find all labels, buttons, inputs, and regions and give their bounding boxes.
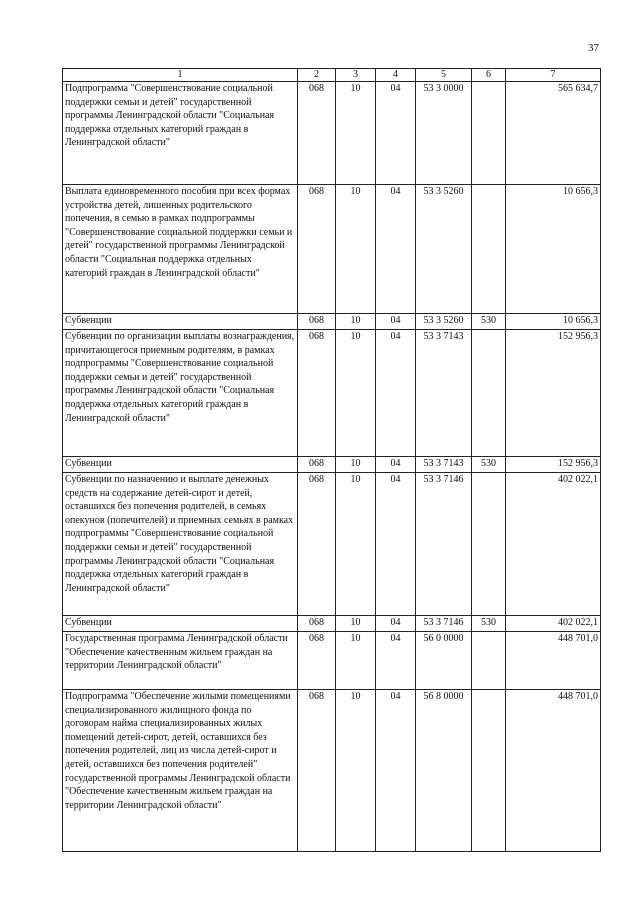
column-header: 7 [506,69,601,82]
section-code: 10 [336,616,376,632]
subsection-code: 04 [376,457,416,473]
expense-type-code [472,690,506,852]
subsection-code: 04 [376,690,416,852]
subsection-code: 04 [376,616,416,632]
subsection-code: 04 [376,82,416,185]
target-article-code: 53 3 7143 [416,330,472,457]
amount: 448 701,0 [506,690,601,852]
row-name: Подпрограмма "Совершенствование социальной поддержки семьи и детей" государственной программы Ленинградской области "Социальная поддержка отдельных категорий граждан в Ленинградской области" [63,82,298,185]
subsection-code: 04 [376,330,416,457]
subsection-code: 04 [376,632,416,690]
target-article-code: 56 8 0000 [416,690,472,852]
section-code: 10 [336,314,376,330]
column-header: 1 [63,69,298,82]
target-article-code: 53 3 5260 [416,314,472,330]
table-row [63,632,601,690]
row-name: Государственная программа Ленинградской области "Обеспечение качественным жильем граждан на территории Ленинградской области" [63,632,298,690]
target-article-code: 53 3 0000 [416,82,472,185]
table-row [63,473,601,616]
expense-type-code [472,632,506,690]
expense-type-code [472,82,506,185]
section-code: 10 [336,185,376,314]
target-article-code: 53 3 5260 [416,185,472,314]
budget-table [62,68,601,852]
ministry-code: 068 [298,632,336,690]
table-row [63,616,601,632]
ministry-code: 068 [298,473,336,616]
amount: 565 634,7 [506,82,601,185]
column-header: 3 [336,69,376,82]
column-header: 2 [298,69,336,82]
amount: 152 956,3 [506,330,601,457]
target-article-code: 56 0 0000 [416,632,472,690]
page-number: 37 [588,42,599,54]
ministry-code: 068 [298,616,336,632]
column-header: 6 [472,69,506,82]
row-name: Субвенции по назначению и выплате денежных средств на содержание детей-сирот и детей, оставшихся без попечения родителей, в семьях опекунов (попечителей) и приемных семьях в рамках подпрограммы "Совершенствование социальной поддержки семьи и детей" государственной программы Ленинградской области "Социальная поддержка отдельных категорий граждан в Ленинградской области" [63,473,298,616]
section-code: 10 [336,82,376,185]
section-code: 10 [336,457,376,473]
expense-type-code [472,473,506,616]
amount: 402 022,1 [506,473,601,616]
subsection-code: 04 [376,473,416,616]
column-header: 5 [416,69,472,82]
amount: 402 022,1 [506,616,601,632]
expense-type-code [472,185,506,314]
column-header: 4 [376,69,416,82]
table-row [63,82,601,185]
ministry-code: 068 [298,314,336,330]
ministry-code: 068 [298,82,336,185]
section-code: 10 [336,690,376,852]
row-name: Подпрограмма "Обеспечение жилыми помещениями специализированного жилищного фонда по договорам найма специализированных жилых помещений детей-сирот, детей, оставшихся без попечения родителей, лиц из числа детей-сирот и детей, оставшихся без попечения родителей" государственной программы Ленинградской области "Обеспечение качественным жильем граждан на территории Ленинградской области" [63,690,298,852]
row-name: Субвенции [63,616,298,632]
table-row [63,185,601,314]
subsection-code: 04 [376,314,416,330]
row-name: Субвенции по организации выплаты вознаграждения, причитающегося приемным родителям, в рамках подпрограммы "Совершенствование социальной поддержки семьи и детей" государственной программы Ленинградской области "Социальная поддержка отдельных категорий граждан в Ленинградской области" [63,330,298,457]
expense-type-code [472,330,506,457]
ministry-code: 068 [298,330,336,457]
target-article-code: 53 3 7146 [416,473,472,616]
subsection-code: 04 [376,185,416,314]
ministry-code: 068 [298,457,336,473]
section-code: 10 [336,330,376,457]
amount: 10 656,3 [506,314,601,330]
table-row [63,314,601,330]
table-row [63,690,601,852]
expense-type-code: 530 [472,457,506,473]
row-name: Субвенции [63,314,298,330]
row-name: Субвенции [63,457,298,473]
ministry-code: 068 [298,690,336,852]
target-article-code: 53 3 7143 [416,457,472,473]
amount: 448 701,0 [506,632,601,690]
expense-type-code: 530 [472,616,506,632]
section-code: 10 [336,473,376,616]
ministry-code: 068 [298,185,336,314]
expense-type-code: 530 [472,314,506,330]
section-code: 10 [336,632,376,690]
target-article-code: 53 3 7146 [416,616,472,632]
table-row [63,457,601,473]
amount: 152 956,3 [506,457,601,473]
amount: 10 656,3 [506,185,601,314]
table-header-row [63,69,601,82]
row-name: Выплата единовременного пособия при всех формах устройства детей, лишенных родительского попечения, в семью в рамках подпрограммы "Совершенствование социальной поддержки семьи и детей" государственной программы Ленинградской области "Социальная поддержка отдельных категорий граждан в Ленинградской области" [63,185,298,314]
table-row [63,330,601,457]
